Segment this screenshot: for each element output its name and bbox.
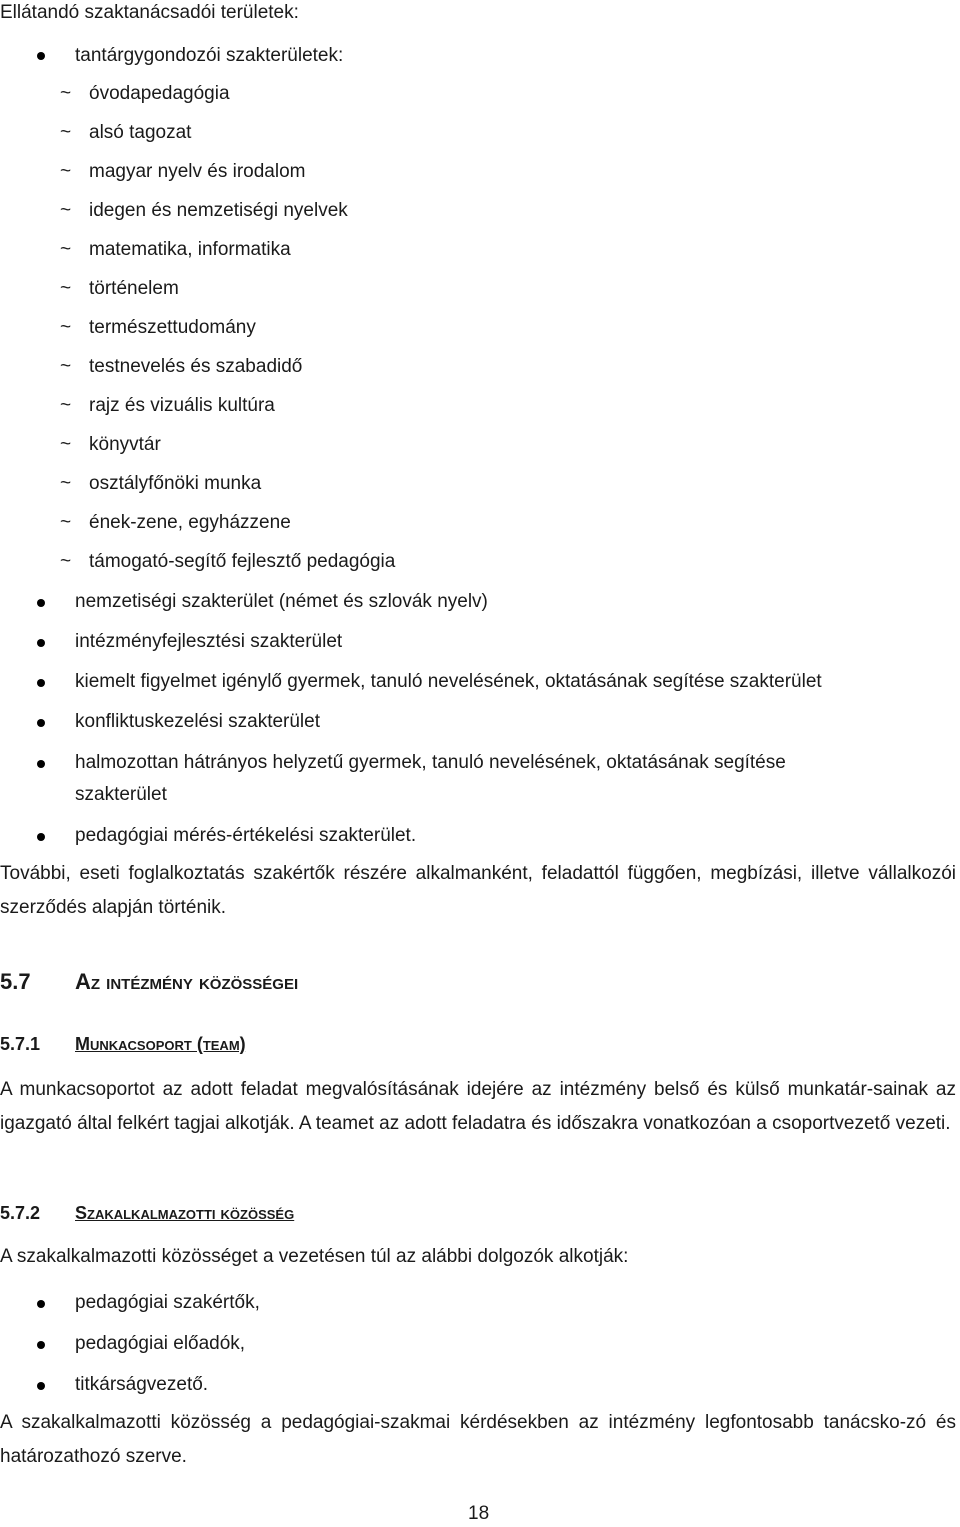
list-item: nemzetiségi szakterület (német és szlovák nyelv) [75,591,488,612]
sub-list-item: óvodapedagógia [89,83,230,104]
list-item: pedagógiai szakértők, [75,1292,260,1313]
bullet-icon [37,1300,45,1308]
subsection-number: 5.7.1 [0,1034,41,1054]
bullet-icon [37,639,45,647]
sub-list-item: rajz és vizuális kultúra [89,395,275,416]
list-item: intézményfejlesztési szakterület [75,631,343,652]
tilde-marker-icon: ~ [60,278,72,299]
sub-list-item: támogató-segítő fejlesztő pedagógia [89,551,396,572]
sub-list-item: idegen és nemzetiségi nyelvek [89,200,348,221]
paragraph: További, eseti foglalkoztatás szakértők részére alkalmanként, feladattól függően, megbízási, illetve vállalkozói szerződés alapján történik. [0,863,956,918]
subsection-title: Szakalkalmazotti közösség [75,1203,295,1223]
section-title: Az intézmény közösségei [75,969,299,994]
tilde-marker-icon: ~ [60,161,72,182]
sub-list-item: testnevelés és szabadidő [89,356,303,377]
list-item: halmozottan hátrányos helyzetű gyermek, tanuló nevelésének, oktatásának segítése [75,752,786,773]
sub-list-item: matematika, informatika [89,239,291,260]
list-item: tantárgygondozói szakterületek: [75,45,344,66]
bullet-icon [37,599,45,607]
sub-list-item: magyar nyelv és irodalom [89,161,306,182]
tilde-marker-icon: ~ [60,395,72,416]
sub-list-item: ének-zene, egyházzene [89,512,291,533]
sub-list-item: osztályfőnöki munka [89,473,262,494]
tilde-marker-icon: ~ [60,434,72,455]
section-number: 5.7 [0,969,31,994]
bullet-icon [37,1382,45,1390]
list-item: konfliktuskezelési szakterület [75,711,320,732]
tilde-marker-icon: ~ [60,512,72,533]
sub-list-item: természettudomány [89,317,256,338]
sub-list-item: történelem [89,278,179,299]
tilde-marker-icon: ~ [60,473,72,494]
subsection-title: Munkacsoport (team) [75,1034,246,1054]
bullet-icon [37,833,45,841]
list-item: pedagógiai előadók, [75,1333,246,1354]
bullet-icon [37,760,45,768]
bullet-icon [37,1341,45,1349]
page-number: 18 [468,1503,490,1524]
sub-list-item: könyvtár [89,434,161,455]
tilde-marker-icon: ~ [60,200,72,221]
bullet-icon [37,52,45,60]
list-item: pedagógiai mérés-értékelési szakterület. [75,825,417,846]
tilde-marker-icon: ~ [60,239,72,260]
list-item: kiemelt figyelmet igénylő gyermek, tanuló nevelésének, oktatásának segítése szakterület [75,671,822,692]
bullet-icon [37,719,45,727]
subsection-number: 5.7.2 [0,1203,41,1223]
tilde-marker-icon: ~ [60,551,72,572]
tilde-marker-icon: ~ [60,317,72,338]
tilde-marker-icon: ~ [60,122,72,143]
list-item: titkárságvezető. [75,1374,209,1395]
tilde-marker-icon: ~ [60,356,72,377]
paragraph: A szakalkalmazotti közösséget a vezetésen túl az alábbi dolgozók alkotják: [0,1246,629,1267]
sub-list-item: alsó tagozat [89,122,192,143]
paragraph: A szakalkalmazotti közösség a pedagógiai-szakmai kérdésekben az intézmény legfontosabb tanácsko-zó és határozathozó szerve. [0,1412,956,1467]
tilde-marker-icon: ~ [60,83,72,104]
bullet-icon [37,679,45,687]
paragraph: A munkacsoportot az adott feladat megvalósításának idejére az intézmény belső és külső munkatár-sainak az igazgató által felkért tagjai alkotják. A teamet az adott feladatra és időszakra vonatkozóan a csoportvezető vezeti. [0,1079,956,1134]
intro-label: Ellátandó szaktanácsadói területek: [0,2,299,23]
list-item-continuation: szakterület [75,784,167,805]
